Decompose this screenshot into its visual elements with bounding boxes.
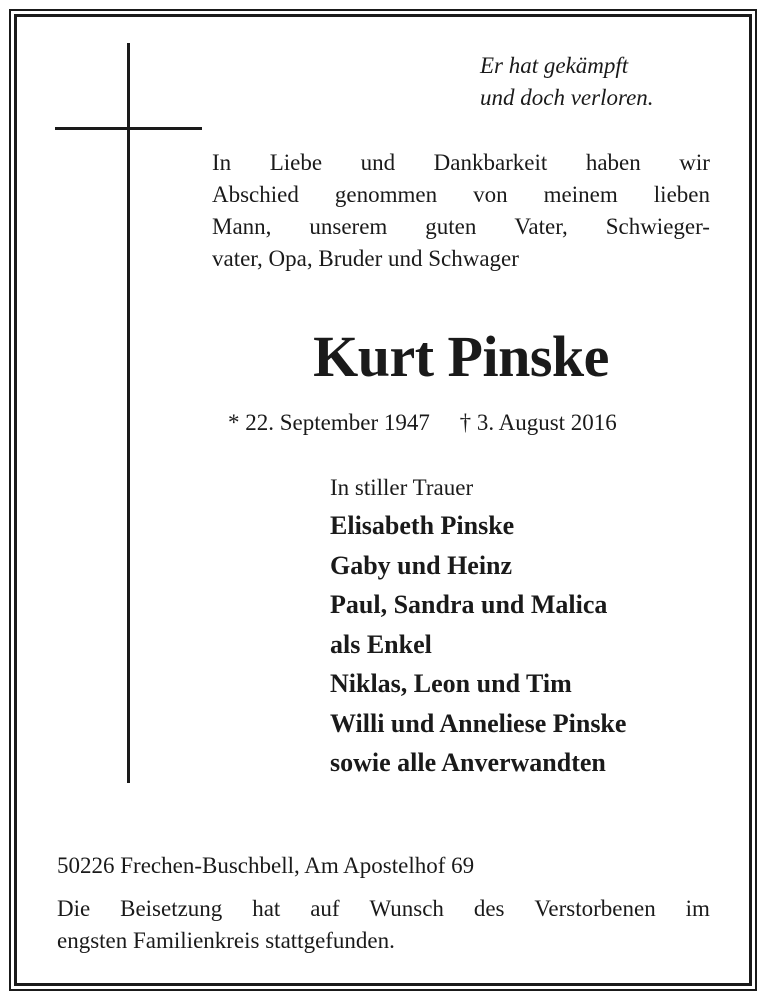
intro-word: Mann, <box>212 214 272 239</box>
death-date: † 3. August 2016 <box>459 410 617 435</box>
mourner-line: sowie alle Anverwandten <box>330 748 606 777</box>
mourner-line: Paul, Sandra und Malica <box>330 590 608 619</box>
mourning-label: In stiller Trauer <box>330 475 474 500</box>
intro-word: Dankbarkeit <box>433 150 548 175</box>
mourner-line: als Enkel <box>330 629 432 659</box>
deceased-name: Kurt Pinske <box>313 324 609 389</box>
intro-line-2 <box>212 179 710 211</box>
notice-word: Verstorbenen <box>534 896 656 921</box>
cross-icon-horizontal-bar <box>55 127 202 130</box>
mourner-line: Willi und Anneliese Pinske <box>330 708 627 738</box>
intro-word: und <box>360 150 396 175</box>
intro-line-3 <box>212 211 710 243</box>
life-dates <box>228 407 708 439</box>
intro-word: In <box>212 150 232 175</box>
notice-word: im <box>685 896 710 921</box>
notice-word: des <box>473 896 505 921</box>
intro-word: Vater, <box>514 214 568 239</box>
notice-line-2: engsten Familienkreis stattgefunden. <box>57 928 395 953</box>
birth-date: * 22. September 1947 <box>228 410 430 435</box>
motto <box>480 50 710 114</box>
notice-word: auf <box>310 896 340 921</box>
intro-word: lieben <box>653 182 710 207</box>
intro-line-4: vater, Opa, Bruder und Schwager <box>212 246 519 271</box>
intro-word: haben <box>585 150 641 175</box>
motto-line-1: Er hat gekämpft <box>480 53 629 78</box>
cross-icon-vertical-bar <box>127 43 130 783</box>
mourner-line: Gaby und Heinz <box>330 550 513 580</box>
family-address: 50226 Frechen-Buschbell, Am Apostelhof 69 <box>57 853 475 878</box>
intro-text <box>212 147 710 275</box>
notice-word: hat <box>252 896 281 921</box>
intro-word: guten <box>425 214 477 239</box>
mourner-line: Elisabeth Pinske <box>330 511 515 540</box>
intro-word: unserem <box>309 214 388 239</box>
mourner-line: Niklas, Leon und Tim <box>330 669 572 698</box>
notice-line-1 <box>57 893 710 925</box>
notice-word: Die <box>57 896 91 921</box>
intro-word: Schwieger- <box>605 214 710 239</box>
intro-word: genommen <box>334 182 438 207</box>
intro-word: wir <box>679 150 710 175</box>
notice-word: Beisetzung <box>120 896 223 921</box>
burial-notice <box>57 893 710 957</box>
intro-word: Abschied <box>212 182 299 207</box>
intro-line-1 <box>212 147 710 179</box>
motto-line-2: und doch verloren. <box>480 85 654 110</box>
mourners-list <box>330 506 626 783</box>
intro-word: Liebe <box>269 150 323 175</box>
notice-word: Wunsch <box>369 896 444 921</box>
intro-word: von <box>473 182 508 207</box>
intro-word: meinem <box>543 182 618 207</box>
